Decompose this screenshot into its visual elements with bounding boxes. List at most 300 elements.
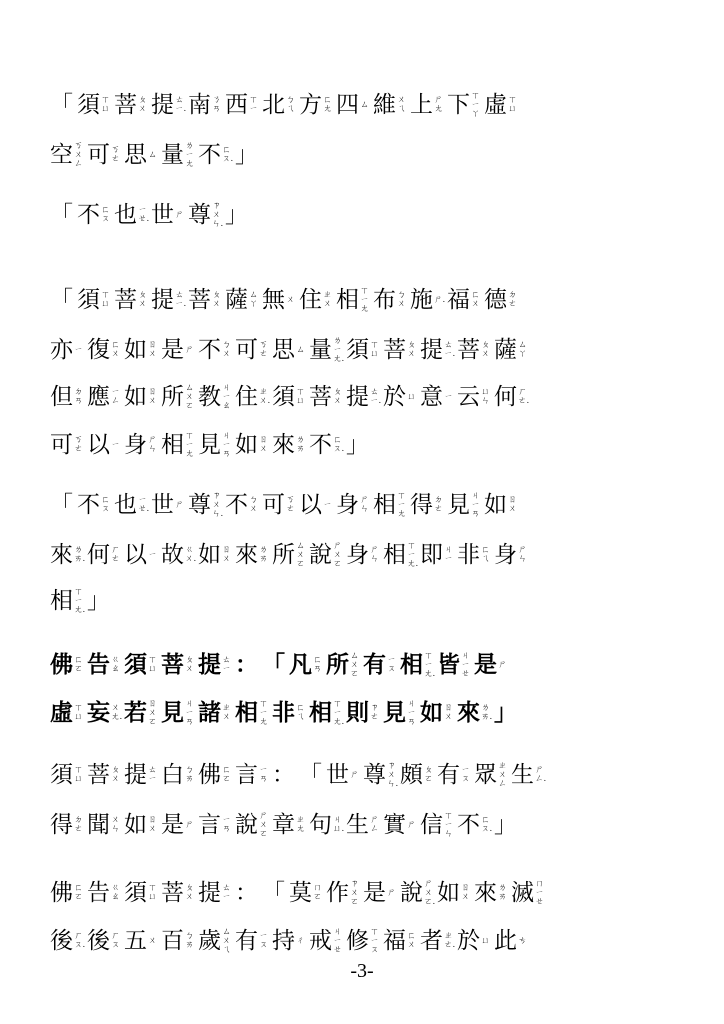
hanzi-character: 也 <box>114 492 137 518</box>
ruby-segment <box>161 650 194 680</box>
ruby-segment <box>484 490 517 520</box>
zhuyin-annotation: ㄒㄩ <box>148 883 157 902</box>
zhuyin-annotation: ㄕㄤ <box>434 95 443 114</box>
hanzi-character: 「 <box>50 492 73 518</box>
text-line <box>50 120 680 170</box>
zhuyin-annotation: ㄗㄨㄛ <box>350 878 359 907</box>
hanzi-character: 思 <box>272 337 295 363</box>
ruby-segment <box>437 760 470 790</box>
hanzi-character: 可 <box>262 492 285 518</box>
hanzi-character: 菩 <box>309 384 332 410</box>
ruby-segment <box>124 698 157 728</box>
zhuyin-annotation: ㄌㄞ <box>498 883 507 902</box>
zhuyin-annotation: ㄒㄧㄣ <box>444 810 453 839</box>
hanzi-character: 身 <box>494 542 517 568</box>
zhuyin-annotation: ㄕㄨㄛ <box>333 540 342 569</box>
zhuyin-annotation: ㄅㄨ <box>222 340 231 359</box>
ruby-segment <box>326 650 359 680</box>
zhuyin-annotation: ㄓㄨㄥ <box>498 760 507 789</box>
ruby-segment <box>447 90 480 120</box>
hanzi-character: 菩 <box>161 651 184 678</box>
zhuyin-annotation: ㄕ <box>387 887 396 898</box>
zhuyin-annotation: ㄒㄩ <box>296 387 305 406</box>
hanzi-character: 須 <box>124 880 147 906</box>
zhuyin-annotation: ㄕㄣ <box>370 545 379 564</box>
hanzi-character: 身 <box>336 492 359 518</box>
zhuyin-annotation: ㄐㄧㄝ <box>461 650 470 679</box>
ruby-segment <box>326 878 359 908</box>
text-line <box>50 790 680 840</box>
zhuyin-annotation: ㄕㄣ <box>148 435 157 454</box>
hanzi-character: 須 <box>272 384 295 410</box>
ruby-segment <box>161 926 194 956</box>
hanzi-character: 持 <box>272 928 295 954</box>
hanzi-character: 不 <box>198 337 221 363</box>
ruby-segment <box>235 650 258 680</box>
zhuyin-annotation: ㄧㄢ <box>222 815 231 834</box>
ruby-segment <box>420 926 456 956</box>
ruby-segment <box>336 490 369 520</box>
zhuyin-annotation: ㄐㄧㄢ <box>185 698 194 727</box>
text-line <box>50 906 680 956</box>
zhuyin-annotation: ㄈㄨ <box>407 931 416 950</box>
zhuyin-annotation: ㄨㄣ <box>111 815 120 834</box>
zhuyin-annotation: ㄇㄧㄝ <box>535 878 544 907</box>
ruby-segment <box>151 200 184 230</box>
zhuyin-annotation: ㄙ <box>148 149 157 160</box>
zhuyin-annotation: ㄙㄨㄟ <box>222 926 231 955</box>
zhuyin-annotation: ㄕ <box>185 819 194 830</box>
zhuyin-annotation: ㄖㄨ <box>148 815 157 834</box>
ruby-segment <box>124 140 157 170</box>
hanzi-character: 相 <box>309 699 332 726</box>
zhuyin-annotation: ㄊㄧ <box>148 765 157 784</box>
zhuyin-annotation: ㄒㄧㄤ <box>397 490 406 519</box>
zhuyin-annotation: ㄩ <box>407 391 416 402</box>
hanzi-character: 世 <box>151 202 174 228</box>
ruby-segment <box>50 90 73 120</box>
hanzi-character: 滅 <box>511 880 534 906</box>
zhuyin-annotation: ㄎㄨㄥ <box>74 140 83 169</box>
zhuyin-annotation: ㄒㄧㄤ. <box>407 540 419 569</box>
ruby-segment <box>474 760 507 790</box>
zhuyin-annotation: ㄌㄧㄤ. <box>333 335 345 364</box>
ruby-segment <box>420 382 453 412</box>
ruby-segment <box>124 382 157 412</box>
ruby-segment <box>447 490 480 520</box>
hanzi-character: 上 <box>410 92 433 118</box>
ruby-segment <box>87 335 120 365</box>
ruby-segment <box>161 335 194 365</box>
ruby-segment <box>235 810 268 840</box>
zhuyin-annotation: ㄊㄧ <box>222 655 231 674</box>
ruby-segment <box>198 650 231 680</box>
zhuyin-annotation: ㄓㄨ <box>222 703 231 722</box>
zhuyin-annotation: ㄅㄟ <box>286 95 295 114</box>
ruby-segment <box>494 382 530 412</box>
zhuyin-annotation: ㄏㄜ <box>111 545 120 564</box>
hanzi-character: 須 <box>124 651 147 678</box>
zhuyin-annotation: ㄧㄥ <box>111 387 120 406</box>
zhuyin-annotation: ㄗㄨㄣ. <box>212 200 224 229</box>
ruby-segment <box>50 878 83 908</box>
hanzi-character: 菩 <box>457 337 480 363</box>
zhuyin-annotation: ㄈㄡ. <box>222 145 234 164</box>
hanzi-character: 於 <box>383 384 406 410</box>
zhuyin-annotation: ㄉㄜ <box>434 495 443 514</box>
hanzi-character: 世 <box>326 762 349 788</box>
hanzi-character: 相 <box>336 287 359 313</box>
ruby-segment <box>262 490 295 520</box>
ruby-segment <box>50 430 83 460</box>
hanzi-character: 提 <box>151 92 174 118</box>
hanzi-character: 菩 <box>114 92 137 118</box>
hanzi-character: 見 <box>383 699 406 726</box>
ruby-segment <box>77 490 110 520</box>
zhuyin-annotation: ㄧㄢ <box>259 765 268 784</box>
hanzi-character: 教 <box>198 384 221 410</box>
zhuyin-annotation: ㄕ <box>350 769 359 780</box>
ruby-segment <box>161 878 194 908</box>
hanzi-character: 」 <box>494 812 517 838</box>
text-line <box>50 858 680 908</box>
zhuyin-annotation: ㄌㄧㄤ <box>185 140 194 169</box>
zhuyin-annotation: ㄊㄧ. <box>175 290 187 309</box>
zhuyin-annotation: ㄆㄨ <box>185 655 194 674</box>
zhuyin-annotation: ㄖㄨ <box>148 387 157 406</box>
hanzi-character: 佛 <box>198 762 221 788</box>
hanzi-character: 虛 <box>50 699 73 726</box>
hanzi-character: 須 <box>346 337 369 363</box>
ruby-segment <box>225 90 258 120</box>
zhuyin-annotation: ㄙ <box>296 344 305 355</box>
hanzi-character: 薩 <box>494 337 517 363</box>
hanzi-character: ： <box>272 762 295 788</box>
hanzi-character: 提 <box>198 880 221 906</box>
zhuyin-annotation: ㄐㄧㄢ <box>471 490 480 519</box>
ruby-segment <box>87 926 120 956</box>
ruby-segment <box>235 335 268 365</box>
ruby-segment <box>373 90 406 120</box>
zhuyin-annotation: ㄓㄜ. <box>444 931 456 950</box>
zhuyin-annotation: ㄈㄡ. <box>333 435 345 454</box>
zhuyin-annotation: ㄈㄟ <box>481 545 490 564</box>
hanzi-character: 不 <box>309 432 332 458</box>
hanzi-character: 住 <box>235 384 258 410</box>
zhuyin-annotation: ㄐㄧ <box>444 545 453 564</box>
ruby-segment <box>363 650 396 680</box>
zhuyin-annotation: ㄌㄞ <box>259 545 268 564</box>
hanzi-character: 於 <box>457 928 480 954</box>
ruby-segment <box>124 650 157 680</box>
ruby-segment <box>77 200 110 230</box>
zhuyin-annotation: ㄏㄜ. <box>518 387 530 406</box>
ruby-segment <box>235 382 271 412</box>
ruby-segment <box>346 698 379 728</box>
ruby-segment <box>225 285 258 315</box>
zhuyin-annotation: ㄕㄨㄛ <box>259 810 268 839</box>
zhuyin-annotation: ㄙㄚ <box>518 340 527 359</box>
zhuyin-annotation: ㄖㄨㄛ <box>148 698 157 727</box>
hanzi-character: 菩 <box>161 880 184 906</box>
ruby-segment <box>262 650 285 680</box>
zhuyin-annotation: ㄒㄩ <box>101 290 110 309</box>
ruby-segment <box>114 200 150 230</box>
hanzi-character: 歲 <box>198 928 221 954</box>
zhuyin-annotation: ㄧㄝ. <box>138 495 150 514</box>
zhuyin-annotation: ㄒㄧㄤ. <box>424 650 436 679</box>
ruby-segment <box>299 90 332 120</box>
ruby-segment <box>346 335 379 365</box>
ruby-segment <box>151 285 187 315</box>
hanzi-character: 白 <box>161 762 184 788</box>
ruby-segment <box>272 810 305 840</box>
hanzi-character: 身 <box>346 542 369 568</box>
zhuyin-annotation: ㄐㄧㄠ <box>222 382 231 411</box>
ruby-segment <box>87 810 120 840</box>
hanzi-character: 菩 <box>87 762 110 788</box>
hanzi-character: 如 <box>124 384 147 410</box>
zhuyin-annotation: ㄋㄢ <box>212 95 221 114</box>
ruby-segment <box>437 650 470 680</box>
ruby-segment <box>198 335 231 365</box>
zhuyin-annotation: ㄏㄡ <box>111 931 120 950</box>
zhuyin-annotation: ㄅㄞ <box>185 931 194 950</box>
zhuyin-annotation: ㄈㄛ <box>222 765 231 784</box>
hanzi-character: 方 <box>299 92 322 118</box>
ruby-segment <box>326 760 359 790</box>
ruby-segment <box>299 490 332 520</box>
hanzi-character: 南 <box>188 92 211 118</box>
zhuyin-annotation: ㄊㄧ. <box>444 340 456 359</box>
hanzi-character: 提 <box>124 762 147 788</box>
ruby-segment <box>87 760 120 790</box>
zhuyin-annotation: ㄕ <box>185 344 194 355</box>
hanzi-character: 非 <box>272 699 295 726</box>
ruby-segment <box>124 810 157 840</box>
ruby-segment <box>474 878 507 908</box>
zhuyin-annotation: ㄧ <box>444 391 453 402</box>
hanzi-character: 則 <box>346 699 369 726</box>
zhuyin-annotation: ㄕㄨㄛ. <box>424 878 436 907</box>
zhuyin-annotation: ㄐㄧㄢ <box>222 430 231 459</box>
zhuyin-annotation: ㄘ <box>518 935 527 946</box>
hanzi-character: 諸 <box>198 699 221 726</box>
zhuyin-annotation: ㄨ <box>286 294 295 305</box>
text-line <box>50 410 680 460</box>
ruby-segment <box>494 698 517 728</box>
hanzi-character: 德 <box>484 287 507 313</box>
zhuyin-annotation: ㄖㄨ <box>508 495 517 514</box>
hanzi-character: 菩 <box>383 337 406 363</box>
ruby-segment <box>289 650 322 680</box>
hanzi-character: 北 <box>262 92 285 118</box>
hanzi-character: 以 <box>299 492 322 518</box>
hanzi-character: 云 <box>457 384 480 410</box>
hanzi-character: 此 <box>494 928 517 954</box>
hanzi-character: 可 <box>87 142 110 168</box>
ruby-segment <box>87 878 120 908</box>
zhuyin-annotation: ㄒㄧㄤ <box>360 285 369 314</box>
hanzi-character: 是 <box>474 651 497 678</box>
hanzi-character: 即 <box>420 542 443 568</box>
ruby-segment <box>77 90 110 120</box>
hanzi-character: 菩 <box>114 287 137 313</box>
hanzi-character: 何 <box>494 384 517 410</box>
ruby-segment <box>161 382 194 412</box>
hanzi-character: 告 <box>87 880 110 906</box>
zhuyin-annotation: ㄊㄧ. <box>370 387 382 406</box>
zhuyin-annotation: ㄈㄟ <box>296 703 305 722</box>
zhuyin-annotation: ㄆㄨ <box>185 883 194 902</box>
ruby-segment <box>262 90 295 120</box>
zhuyin-annotation: ㄕㄥ <box>370 815 379 834</box>
zhuyin-annotation: ㄆㄨ <box>111 765 120 784</box>
hanzi-character: 者 <box>420 928 443 954</box>
zhuyin-annotation: ㄎㄜ <box>111 145 120 164</box>
ruby-segment <box>87 586 110 616</box>
ruby-segment <box>50 760 83 790</box>
hanzi-character: 有 <box>437 762 460 788</box>
ruby-segment <box>457 926 490 956</box>
ruby-segment <box>272 760 295 790</box>
zhuyin-annotation: ㄈㄛ <box>74 883 83 902</box>
hanzi-character: 福 <box>383 928 406 954</box>
hanzi-character: 量 <box>309 337 332 363</box>
ruby-segment <box>198 430 231 460</box>
hanzi-character: 不 <box>77 202 100 228</box>
ruby-segment <box>336 90 369 120</box>
ruby-segment <box>437 878 470 908</box>
zhuyin-annotation: ㄧㄡ <box>387 655 396 674</box>
zhuyin-annotation: ㄕㄣ <box>518 545 527 564</box>
hanzi-character: 菩 <box>188 287 211 313</box>
ruby-segment <box>161 810 194 840</box>
hanzi-character: 」 <box>494 699 517 726</box>
ruby-segment <box>272 926 305 956</box>
hanzi-character: 須 <box>77 287 100 313</box>
zhuyin-annotation: ㄖㄨ <box>222 545 231 564</box>
ruby-segment <box>198 140 234 170</box>
hanzi-character: 是 <box>161 812 184 838</box>
hanzi-character: 見 <box>161 699 184 726</box>
ruby-segment <box>272 335 305 365</box>
hanzi-character: 五 <box>124 928 147 954</box>
ruby-segment <box>373 490 406 520</box>
ruby-segment <box>87 698 123 728</box>
hanzi-character: 「 <box>262 651 285 678</box>
hanzi-character: 句 <box>309 812 332 838</box>
zhuyin-annotation: ㄍㄨ. <box>185 545 197 564</box>
ruby-segment <box>188 90 221 120</box>
hanzi-character: 相 <box>373 492 396 518</box>
hanzi-character: ： <box>235 880 258 906</box>
zhuyin-annotation: ㄒㄩ <box>370 340 379 359</box>
hanzi-character: 眾 <box>474 762 497 788</box>
zhuyin-annotation: ㄩㄣ <box>481 387 490 406</box>
hanzi-character: 相 <box>50 588 73 614</box>
hanzi-character: ： <box>235 651 258 678</box>
hanzi-character: 妄 <box>87 699 110 726</box>
zhuyin-annotation: ㄈㄡ <box>101 205 110 224</box>
hanzi-character: 如 <box>235 432 258 458</box>
ruby-segment <box>511 760 547 790</box>
hanzi-character: 福 <box>447 287 470 313</box>
zhuyin-annotation: ㄕ <box>407 819 416 830</box>
zhuyin-annotation: ㄧ <box>111 439 120 450</box>
hanzi-character: 身 <box>124 432 147 458</box>
ruby-segment <box>336 285 369 315</box>
hanzi-character: 如 <box>198 542 221 568</box>
hanzi-character: 有 <box>235 928 258 954</box>
zhuyin-annotation: ㄧ <box>74 344 83 355</box>
text-line <box>50 520 680 570</box>
hanzi-character: 聞 <box>87 812 110 838</box>
hanzi-character: 如 <box>484 492 507 518</box>
zhuyin-annotation: ㄈㄤ <box>323 95 332 114</box>
text-line <box>50 180 680 230</box>
zhuyin-annotation: ㄕㄣ <box>360 495 369 514</box>
hanzi-character: 凡 <box>289 651 312 678</box>
hanzi-character: 量 <box>161 142 184 168</box>
ruby-segment <box>235 878 258 908</box>
zhuyin-annotation: ㄒㄧ <box>249 95 258 114</box>
hanzi-character: 何 <box>87 542 110 568</box>
ruby-segment <box>346 382 382 412</box>
text-line <box>50 315 680 365</box>
zhuyin-annotation: ㄎㄜ <box>286 495 295 514</box>
hanzi-character: 四 <box>336 92 359 118</box>
ruby-segment <box>484 90 517 120</box>
ruby-segment <box>309 382 342 412</box>
zhuyin-annotation: ㄖㄨ <box>148 340 157 359</box>
zhuyin-annotation: ㄍㄠ <box>111 655 120 674</box>
hanzi-character: 維 <box>373 92 396 118</box>
hanzi-character: 虛 <box>484 92 507 118</box>
ruby-segment <box>235 430 268 460</box>
ruby-segment <box>309 430 345 460</box>
zhuyin-annotation: ㄆㄛ <box>424 765 433 784</box>
hanzi-character: 相 <box>383 542 406 568</box>
ruby-segment <box>494 810 517 840</box>
ruby-segment <box>161 760 194 790</box>
zhuyin-annotation: ㄐㄧㄝ <box>333 926 342 955</box>
hanzi-character: 」 <box>346 432 369 458</box>
zhuyin-annotation: ㄧㄡ <box>259 931 268 950</box>
hanzi-character: 相 <box>400 651 423 678</box>
zhuyin-annotation: ㄅㄨ <box>249 495 258 514</box>
ruby-segment <box>235 698 268 728</box>
hanzi-character: 空 <box>50 142 73 168</box>
ruby-segment <box>50 698 83 728</box>
ruby-segment <box>124 760 157 790</box>
text-line <box>50 740 680 790</box>
hanzi-character: 所 <box>326 651 349 678</box>
ruby-segment <box>457 335 490 365</box>
hanzi-character: 尊 <box>188 202 211 228</box>
ruby-segment <box>309 335 345 365</box>
ruby-segment <box>346 810 379 840</box>
ruby-segment <box>309 698 345 728</box>
ruby-segment <box>383 926 416 956</box>
ruby-segment <box>262 285 295 315</box>
ruby-segment <box>50 586 86 616</box>
zhuyin-annotation: ㄈㄛ <box>74 655 83 674</box>
hanzi-character: 告 <box>87 651 110 678</box>
zhuyin-annotation: ㄕ <box>175 209 184 220</box>
ruby-segment <box>457 698 493 728</box>
hanzi-character: 復 <box>87 337 110 363</box>
